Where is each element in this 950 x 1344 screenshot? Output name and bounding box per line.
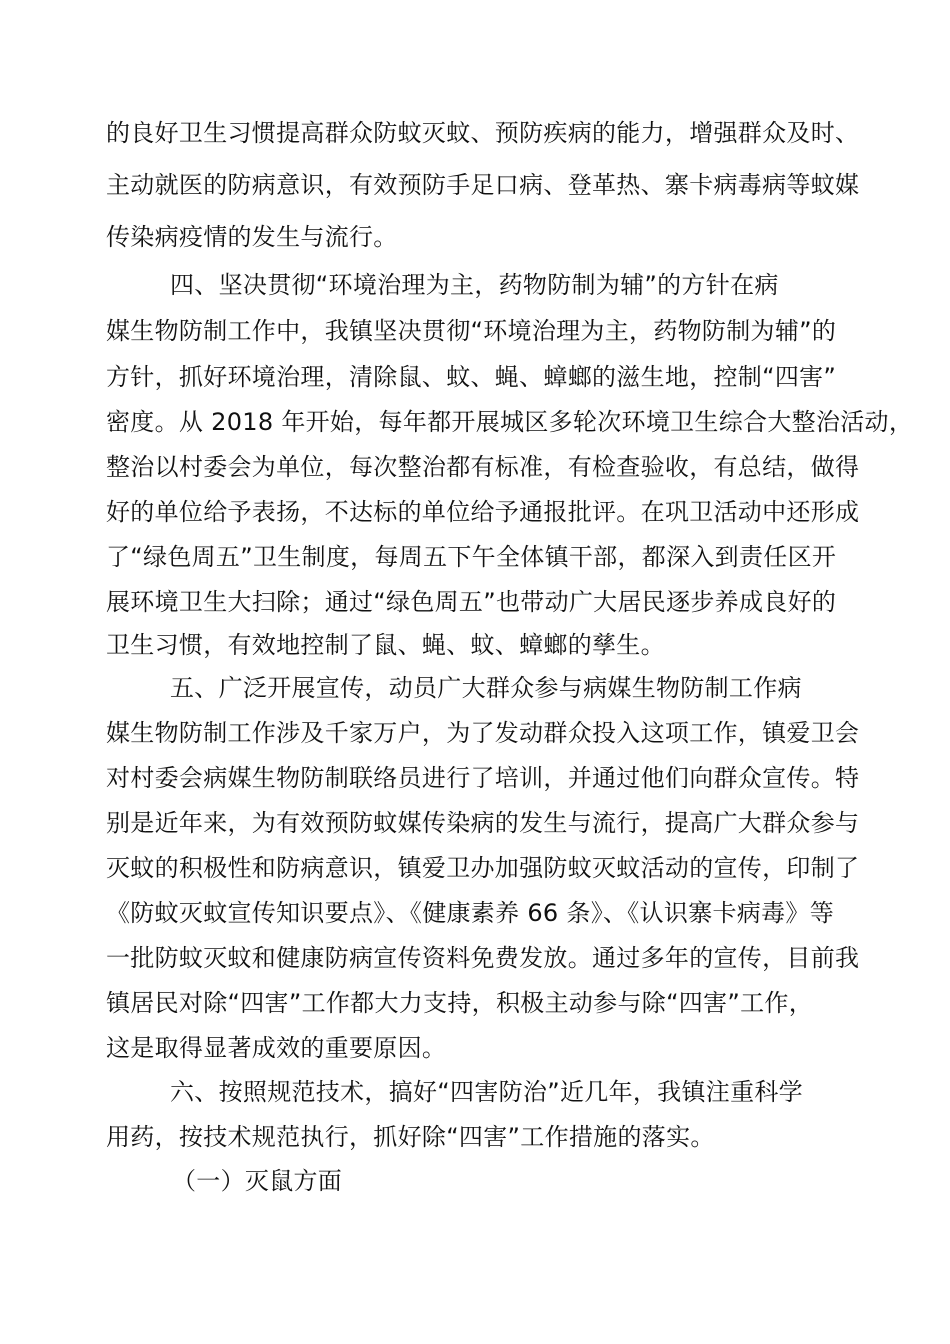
text-line: 了“绿色周五”卫生制度，每周五下午全体镇干部，都深入到责任区开: [106, 543, 837, 571]
text-line: 用药，按技术规范执行，抓好除“四害”工作措施的落实。: [106, 1123, 715, 1151]
text-line: 灭蚊的积极性和防病意识，镇爱卫办加强防蚊灭蚊活动的宣传，印制了: [106, 854, 860, 882]
text-line: 展环境卫生大扫除；通过“绿色周五”也带动广大居民逐步养成良好的: [106, 588, 837, 616]
text-line: 《防蚊灭蚊宣传知识要点》、《健康素养 66 条》、《认识寨卡病毒》等: [106, 899, 834, 927]
text-line: 镇居民对除“四害”工作都大力支持，积极主动参与除“四害”工作，: [106, 989, 814, 1017]
text-line: 这是取得显著成效的重要原因。: [106, 1034, 447, 1062]
text-line: 密度。从 2018 年开始，每年都开展城区多轮次环境卫生综合大整治活动，: [106, 408, 914, 436]
text-line: 传染病疫情的发生与流行。: [106, 223, 398, 251]
text-line: 媒生物防制工作涉及千家万户，为了发动群众投入这项工作，镇爱卫会: [106, 719, 860, 747]
text-line: 主动就医的防病意识，有效预防手足口病、登革热、寨卡病毒病等蚊媒: [106, 171, 860, 199]
text-line: 卫生习惯，有效地控制了鼠、蝇、蚊、蟑螂的孳生。: [106, 631, 665, 659]
text-line: 媒生物防制工作中，我镇坚决贯彻“环境治理为主，药物防制为辅”的: [106, 317, 837, 345]
section-heading-5: 五、广泛开展宣传，动员广大群众参与病媒生物防制工作病: [170, 674, 802, 702]
text-line: 一批防蚊灭蚊和健康防病宣传资料免费发放。通过多年的宣传，目前我: [106, 944, 860, 972]
text-line: 方针，抓好环境治理，清除鼠、蚊、蝇、蟑螂的滋生地，控制“四害”: [106, 363, 837, 391]
text-line: 的良好卫生习惯提高群众防蚊灭蚊、预防疾病的能力，增强群众及时、: [106, 119, 860, 147]
text-line: 整治以村委会为单位，每次整治都有标准，有检查验收，有总结，做得: [106, 453, 860, 481]
text-line: 对村委会病媒生物防制联络员进行了培训，并通过他们向群众宣传。特: [106, 764, 860, 792]
text-line: 别是近年来，为有效预防蚊媒传染病的发生与流行，提高广大群众参与: [106, 809, 860, 837]
section-heading-6: 六、按照规范技术，搞好“四害防治”近几年，我镇注重科学: [170, 1078, 803, 1106]
section-heading-4: 四、坚决贯彻“环境治理为主，药物防制为辅”的方针在病: [170, 271, 779, 299]
subsection-heading: （一）灭鼠方面: [172, 1167, 343, 1195]
text-line: 好的单位给予表扬，不达标的单位给予通报批评。在巩卫活动中还形成: [106, 498, 860, 526]
